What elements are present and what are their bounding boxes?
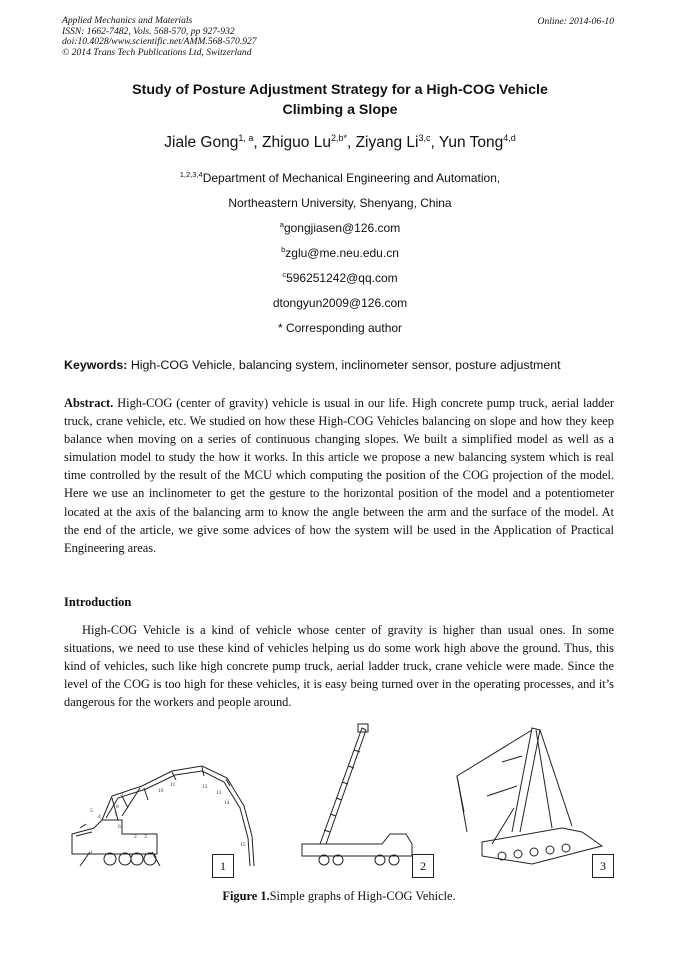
email-a	[60, 221, 620, 235]
email-text: 596251242@qq.com	[286, 271, 398, 285]
email-c	[60, 271, 620, 285]
journal-name: Applied Mechanics and Materials	[62, 15, 193, 26]
figure-label-1: 1	[212, 854, 234, 878]
pump-number: 5	[90, 808, 93, 814]
caption-label: Figure 1.	[222, 889, 270, 903]
abstract-label: Abstract.	[64, 396, 114, 410]
abstract-paragraph	[64, 394, 614, 557]
title-line-2: Climbing a Slope	[282, 102, 398, 118]
affiliation-line-2: Northeastern University, Shenyang, China	[228, 196, 452, 210]
keywords-line	[64, 358, 561, 372]
issn-line: ISSN: 1662-7482, Vols. 568-570, pp 927-932	[62, 25, 235, 37]
author-name: Yun Tong	[438, 134, 504, 151]
aerial-ladder-truck-drawing	[302, 724, 412, 865]
caption-text: Simple graphs of High-COG Vehicle.	[269, 889, 456, 903]
pump-number: 14	[224, 800, 230, 806]
email-sup: b	[281, 245, 286, 254]
paper-title	[80, 80, 600, 120]
pump-number: 3	[144, 834, 147, 840]
figure-1	[62, 716, 616, 884]
introduction-heading: Introduction	[64, 595, 132, 609]
author-name: Ziyang Li	[355, 134, 419, 151]
title-line-1: Study of Posture Adjustment Strategy for a High-COG Vehicle	[132, 82, 548, 98]
pump-number: 10	[158, 788, 164, 794]
pump-number: 8	[116, 804, 119, 810]
author-sup: 2,b*	[330, 132, 347, 143]
author-sup: 1, a	[238, 132, 254, 143]
affiliation-line-1	[60, 171, 620, 185]
pump-number: 6	[118, 824, 121, 830]
figure-label-3: 3	[592, 854, 614, 878]
affiliation-sup: 1,2,3,4	[179, 170, 203, 179]
email-text: zglu@me.neu.edu.cn	[285, 246, 399, 260]
pump-number: 4	[98, 814, 101, 820]
pump-number: 13	[216, 790, 222, 796]
email-sup: c	[282, 270, 287, 279]
online-date: Online: 2014-06-10	[537, 16, 614, 27]
author-name: Jiale Gong	[164, 134, 239, 151]
pump-number: 11	[170, 782, 176, 788]
email-d	[60, 296, 620, 310]
author-sup: 4,d	[503, 132, 516, 143]
doi-line: doi:10.4028/www.scientific.net/AMM.568-570.927	[62, 36, 257, 48]
vehicle-illustrations	[62, 716, 616, 884]
journal-header	[62, 16, 257, 58]
pump-number: 9	[120, 792, 123, 798]
pump-number: 2	[134, 834, 137, 840]
author-name: Zhiguo Lu	[262, 134, 331, 151]
affiliation-text-1: Department of Mechanical Engineering and Automation,	[202, 171, 501, 185]
pump-number: 1	[90, 850, 93, 856]
figure-label-2: 2	[412, 854, 434, 878]
pump-number: 12	[202, 784, 208, 790]
keywords-label: Keywords:	[64, 358, 128, 372]
crane-vehicle-drawing	[457, 728, 602, 864]
corresponding-author: * Corresponding author	[277, 321, 403, 335]
copyright-line: © 2014 Trans Tech Publications Ltd, Switzerland	[62, 46, 252, 58]
author-list: Jiale Gong$^{1, a}$, Zhiguo $Lu^{2,b*}$, Ziyang Li$^{3,c}$, Yun Tong$^{4,d}$	[164, 132, 516, 151]
pump-number: 15	[240, 842, 246, 848]
abstract-text: High-COG (center of gravity) vehicle is usual in our life. High concrete pump truck, aerial ladder truck, crane vehicle, etc. We studied on how these High-COG Vehicles balancing on slope and how they keep balance when moving on a series of continuous changing slopes. We built a simplified model as well as a simulation model to study the how it works. In this article we propose a new balancing system which is real time controlled by the result of the MCU which computing the position of the COG projection of the model. Here we use an inclinometer to get the gesture to the horizontal position of the model and a potentiometer located at the axis of the balancing arm to know the angle between the arm and the surface of the model. At the end of the article, we give some advices of how the system will be used in the Application of Practical Engineering areas.	[64, 396, 614, 555]
figure-caption	[0, 889, 678, 904]
email-text: gongjiasen@126.com	[283, 221, 401, 235]
pump-number: 7	[114, 812, 117, 818]
author-sup: 3,c	[418, 132, 431, 143]
keywords-text: High-COG Vehicle, balancing system, inclinometer sensor, posture adjustment	[130, 358, 561, 372]
email-b	[60, 246, 620, 260]
introduction-paragraph: High-COG Vehicle is a kind of vehicle whose center of gravity is higher than usual ones. In some situations, we need to use these kind of vehicles helping us do some work high above the ground. Thus, this kind of vehicles, such like high concrete pump truck, aerial ladder truck, crane vehicle were made. Since the level of the COG is too high for these vehicles, it is easy being turned over in the operating processes, and it’s dangerous for the workers and people around.	[64, 623, 614, 710]
email-text: dtongyun2009@126.com	[272, 296, 408, 310]
email-sup: a	[279, 220, 284, 229]
